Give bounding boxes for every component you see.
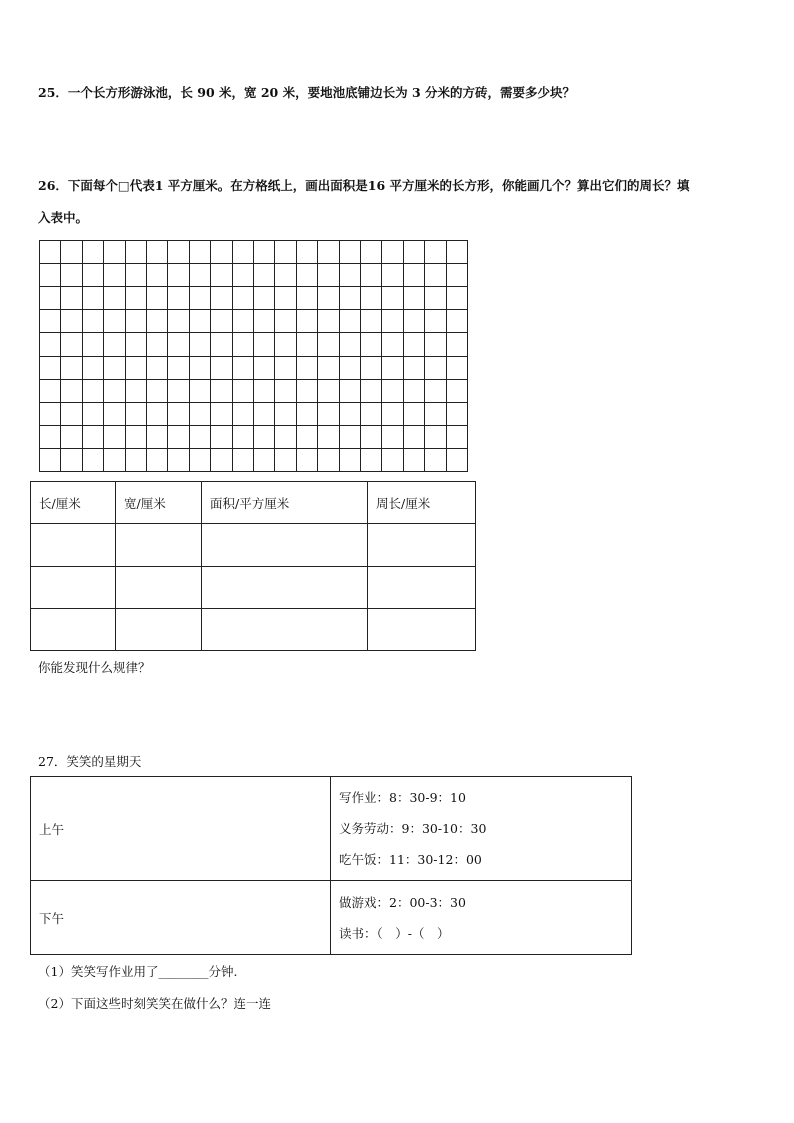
morning-row xyxy=(31,777,632,881)
grid-cell xyxy=(61,310,82,333)
grid-cell xyxy=(40,426,61,449)
grid-cell xyxy=(404,449,425,472)
grid-cell xyxy=(83,426,104,449)
grid-cell xyxy=(126,264,147,287)
grid-cell xyxy=(382,241,403,264)
grid-cell xyxy=(190,333,211,356)
grid-cell xyxy=(147,287,168,310)
grid-cell xyxy=(233,241,254,264)
grid-cell xyxy=(126,310,147,333)
grid-cell xyxy=(61,426,82,449)
grid-cell xyxy=(425,449,446,472)
grid-cell xyxy=(404,287,425,310)
afternoon-row xyxy=(31,881,632,955)
table-cell[interactable] xyxy=(116,608,202,650)
grid-cell xyxy=(254,426,275,449)
grid-cell xyxy=(404,310,425,333)
morning-items xyxy=(331,777,632,881)
grid-cell xyxy=(404,380,425,403)
pattern-question: 你能发现什么规律？ xyxy=(38,660,151,675)
grid-cell xyxy=(404,426,425,449)
question-26-line2: 入表中。 xyxy=(38,210,89,225)
grid-cell xyxy=(318,287,339,310)
table-row xyxy=(31,608,476,650)
grid-cell xyxy=(83,287,104,310)
grid-cell xyxy=(361,287,382,310)
grid-cell xyxy=(211,264,232,287)
grid-cell xyxy=(297,357,318,380)
grid-cell xyxy=(254,380,275,403)
grid-cell xyxy=(83,403,104,426)
grid-cell xyxy=(425,241,446,264)
grid-cell xyxy=(297,333,318,356)
grid-cell xyxy=(447,287,468,310)
grid-cell xyxy=(104,287,125,310)
afternoon-items xyxy=(331,881,632,955)
schedule-item: 做游戏：2：00-3：30 xyxy=(339,894,466,910)
grid-cell xyxy=(104,380,125,403)
table-cell[interactable] xyxy=(368,608,476,650)
grid-cell xyxy=(126,357,147,380)
grid-cell xyxy=(147,426,168,449)
grid-cell xyxy=(40,264,61,287)
schedule-item: 吃午饭：11：30-12：00 xyxy=(339,852,482,867)
grid-cell xyxy=(126,403,147,426)
grid-cell xyxy=(425,403,446,426)
grid-cell xyxy=(233,426,254,449)
grid-cell xyxy=(361,357,382,380)
grid-cell xyxy=(254,241,275,264)
grid-cell xyxy=(61,449,82,472)
grid-cell xyxy=(104,403,125,426)
grid-cell xyxy=(425,357,446,380)
header-width: 宽/厘米 xyxy=(116,482,202,524)
grid-cell xyxy=(190,403,211,426)
grid-cell xyxy=(361,264,382,287)
table-cell[interactable] xyxy=(368,524,476,566)
question-25: 25．一个长方形游泳池，长 90 米，宽 20 米，要地池底铺边长为 3 分米的方砖，需要多少块？ xyxy=(38,85,575,100)
grid-cell xyxy=(297,449,318,472)
grid-cell xyxy=(318,241,339,264)
grid-cell xyxy=(126,287,147,310)
grid-cell xyxy=(297,310,318,333)
grid-cell xyxy=(211,403,232,426)
grid-cell xyxy=(83,333,104,356)
grid-cell xyxy=(254,357,275,380)
grid-cell xyxy=(275,333,296,356)
grid-cell xyxy=(297,264,318,287)
grid-cell xyxy=(147,264,168,287)
grid-cell xyxy=(361,426,382,449)
grid-cell xyxy=(104,333,125,356)
grid-cell xyxy=(382,333,403,356)
grid-cell xyxy=(447,241,468,264)
grid-cell xyxy=(126,241,147,264)
grid-cell xyxy=(190,287,211,310)
grid-cell xyxy=(382,264,403,287)
grid-cell xyxy=(147,380,168,403)
grid-cell xyxy=(61,380,82,403)
grid-cell xyxy=(233,310,254,333)
grid-cell xyxy=(361,241,382,264)
grid-cell xyxy=(340,264,361,287)
grid-cell xyxy=(147,449,168,472)
grid-cell xyxy=(447,426,468,449)
grid-cell xyxy=(83,357,104,380)
grid-cell xyxy=(340,426,361,449)
grid-cell xyxy=(83,310,104,333)
grid-cell xyxy=(404,333,425,356)
grid-cell xyxy=(340,310,361,333)
grid-cell xyxy=(447,380,468,403)
question-26-line1: 26．下面每个□代表1 平方厘米。在方格纸上，画出面积是16 平方厘米的长方形，你能画几个？算出它们的周长？填 xyxy=(38,178,690,193)
grid-cell xyxy=(168,426,189,449)
grid-cell xyxy=(61,264,82,287)
grid-cell xyxy=(254,449,275,472)
grid-cell xyxy=(361,310,382,333)
grid-cell xyxy=(382,380,403,403)
grid-cell xyxy=(147,310,168,333)
grid-cell xyxy=(168,241,189,264)
grid-cell xyxy=(361,449,382,472)
grid-cell xyxy=(211,357,232,380)
grid-cell xyxy=(233,264,254,287)
grid-cell xyxy=(40,357,61,380)
sub-question-2: （2）下面这些时刻笑笑在做什么？连一连 xyxy=(38,996,271,1011)
grid-cell xyxy=(104,241,125,264)
grid-cell xyxy=(275,241,296,264)
grid-cell xyxy=(340,333,361,356)
square-grid-paper xyxy=(39,240,468,472)
grid-cell xyxy=(168,403,189,426)
grid-cell xyxy=(340,403,361,426)
header-length: 长/厘米 xyxy=(31,482,116,524)
grid-cell xyxy=(447,310,468,333)
grid-cell xyxy=(190,264,211,287)
grid-cell xyxy=(382,403,403,426)
grid-cell xyxy=(40,449,61,472)
grid-cell xyxy=(340,380,361,403)
grid-cell xyxy=(404,403,425,426)
grid-cell xyxy=(404,357,425,380)
grid-cell xyxy=(361,403,382,426)
grid-cell xyxy=(233,449,254,472)
grid-cell xyxy=(40,380,61,403)
grid-cell xyxy=(275,264,296,287)
grid-cell xyxy=(425,287,446,310)
grid-cell xyxy=(340,287,361,310)
grid-cell xyxy=(211,333,232,356)
grid-cell xyxy=(425,310,446,333)
header-area: 面积/平方厘米 xyxy=(202,482,368,524)
table-row xyxy=(31,524,476,566)
grid-cell xyxy=(168,264,189,287)
grid-cell xyxy=(275,380,296,403)
grid-cell xyxy=(254,264,275,287)
schedule-table xyxy=(30,776,632,955)
grid-cell xyxy=(83,241,104,264)
grid-cell xyxy=(211,287,232,310)
grid-cell xyxy=(318,310,339,333)
grid-cell xyxy=(254,333,275,356)
grid-cell xyxy=(318,380,339,403)
table-cell[interactable] xyxy=(31,566,116,608)
grid-cell xyxy=(40,403,61,426)
grid-cell xyxy=(425,426,446,449)
grid-cell xyxy=(425,380,446,403)
morning-label: 上午 xyxy=(31,777,331,881)
grid-cell xyxy=(318,357,339,380)
grid-cell xyxy=(190,426,211,449)
grid-cell xyxy=(382,287,403,310)
grid-cell xyxy=(275,310,296,333)
afternoon-label: 下午 xyxy=(31,881,331,955)
grid-cell xyxy=(382,426,403,449)
table-cell[interactable] xyxy=(202,566,368,608)
grid-cell xyxy=(425,264,446,287)
grid-cell xyxy=(382,310,403,333)
grid-cell xyxy=(297,241,318,264)
grid-cell xyxy=(318,333,339,356)
schedule-item: 写作业：8：30-9：10 xyxy=(339,790,466,805)
grid-cell xyxy=(126,380,147,403)
grid-cell xyxy=(318,403,339,426)
grid-cell xyxy=(447,403,468,426)
grid-cell xyxy=(147,333,168,356)
grid-cell xyxy=(168,449,189,472)
grid-cell xyxy=(104,426,125,449)
grid-cell xyxy=(447,264,468,287)
header-perimeter: 周长/厘米 xyxy=(368,482,476,524)
grid-cell xyxy=(83,264,104,287)
grid-cell xyxy=(40,241,61,264)
grid-cell xyxy=(275,403,296,426)
grid-cell xyxy=(447,357,468,380)
grid-cell xyxy=(254,287,275,310)
grid-cell xyxy=(275,426,296,449)
grid-cell xyxy=(61,357,82,380)
grid-cell xyxy=(233,380,254,403)
grid-cell xyxy=(447,333,468,356)
grid-cell xyxy=(40,310,61,333)
grid-cell xyxy=(297,403,318,426)
grid-cell xyxy=(61,287,82,310)
grid-cell xyxy=(318,426,339,449)
table-cell[interactable] xyxy=(116,524,202,566)
grid-cell xyxy=(190,357,211,380)
grid-cell xyxy=(340,357,361,380)
schedule-item: 义务劳动：9：30-10：30 xyxy=(339,821,487,836)
grid-cell xyxy=(211,310,232,333)
grid-cell xyxy=(361,333,382,356)
grid-cell xyxy=(168,310,189,333)
grid-cell xyxy=(61,333,82,356)
grid-cell xyxy=(382,357,403,380)
grid-cell xyxy=(254,310,275,333)
grid-cell xyxy=(233,403,254,426)
grid-cell xyxy=(104,264,125,287)
grid-cell xyxy=(147,403,168,426)
grid-cell xyxy=(126,426,147,449)
grid-cell xyxy=(211,241,232,264)
grid-cell xyxy=(275,287,296,310)
table-header-row xyxy=(31,482,476,524)
grid-cell xyxy=(190,310,211,333)
table-cell[interactable] xyxy=(31,608,116,650)
table-cell[interactable] xyxy=(31,524,116,566)
table-cell[interactable] xyxy=(116,566,202,608)
grid-cell xyxy=(147,357,168,380)
grid-cell xyxy=(168,287,189,310)
grid-cell xyxy=(168,380,189,403)
grid-cell xyxy=(40,287,61,310)
grid-cell xyxy=(126,333,147,356)
table-cell[interactable] xyxy=(202,524,368,566)
grid-cell xyxy=(126,449,147,472)
grid-cell xyxy=(190,449,211,472)
grid-cell xyxy=(83,449,104,472)
grid-cell xyxy=(318,449,339,472)
grid-cell xyxy=(61,241,82,264)
grid-cell xyxy=(297,287,318,310)
grid-cell xyxy=(382,449,403,472)
grid-cell xyxy=(190,380,211,403)
grid-cell xyxy=(340,241,361,264)
grid-cell xyxy=(340,449,361,472)
grid-cell xyxy=(211,426,232,449)
grid-cell xyxy=(104,357,125,380)
grid-cell xyxy=(211,380,232,403)
grid-cell xyxy=(361,380,382,403)
grid-cell xyxy=(104,310,125,333)
grid-cell xyxy=(275,357,296,380)
sub-question-1: （1）笑笑写作业用了________分钟. xyxy=(38,964,238,979)
grid-cell xyxy=(233,333,254,356)
table-cell[interactable] xyxy=(202,608,368,650)
grid-cell xyxy=(275,449,296,472)
grid-cell xyxy=(40,333,61,356)
grid-cell xyxy=(404,264,425,287)
grid-cell xyxy=(104,449,125,472)
table-row xyxy=(31,566,476,608)
grid-cell xyxy=(147,241,168,264)
grid-cell xyxy=(318,264,339,287)
schedule-item: 读书：（ ）-（ ） xyxy=(339,925,450,941)
grid-cell xyxy=(297,380,318,403)
grid-cell xyxy=(83,380,104,403)
grid-cell xyxy=(168,333,189,356)
grid-cell xyxy=(61,403,82,426)
grid-cell xyxy=(254,403,275,426)
grid-cell xyxy=(168,357,189,380)
table-cell[interactable] xyxy=(368,566,476,608)
grid-cell xyxy=(425,333,446,356)
grid-cell xyxy=(447,449,468,472)
grid-cell xyxy=(233,357,254,380)
grid-cell xyxy=(190,241,211,264)
grid-cell xyxy=(297,426,318,449)
grid-cell xyxy=(211,449,232,472)
grid-cell xyxy=(233,287,254,310)
question-27-title: 27．笑笑的星期天 xyxy=(38,754,142,769)
answer-table-26 xyxy=(30,481,476,651)
grid-cell xyxy=(404,241,425,264)
